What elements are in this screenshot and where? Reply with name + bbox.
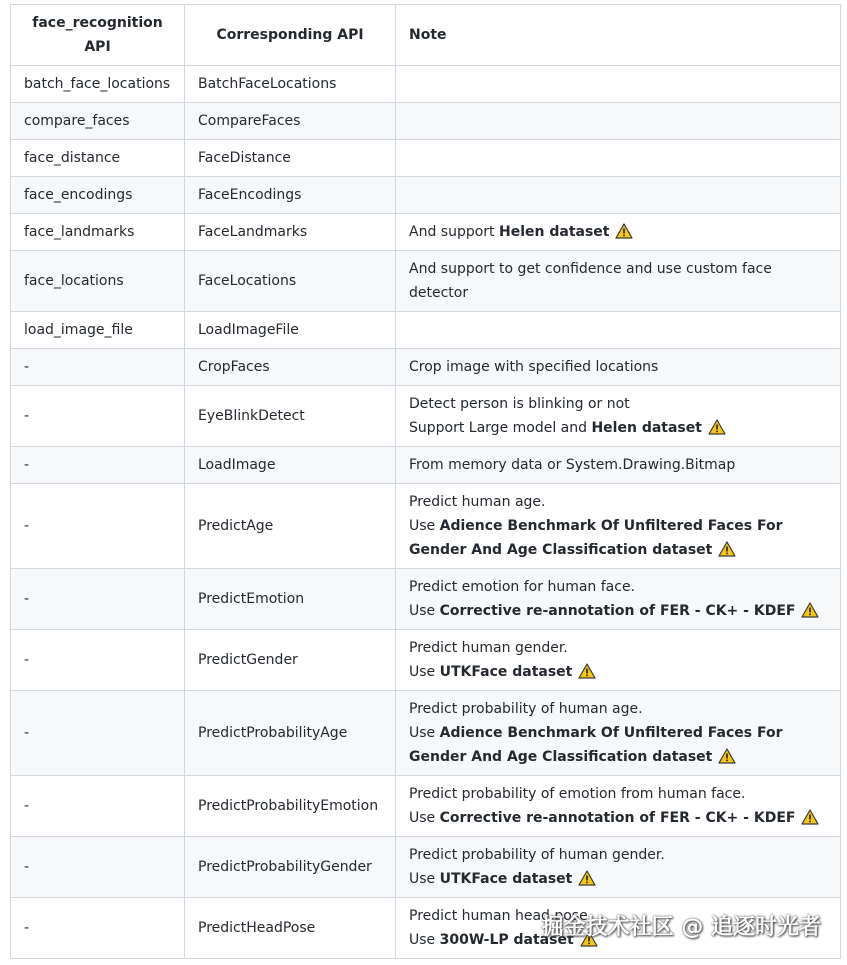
table-header-row bbox=[11, 5, 841, 66]
warning-icon bbox=[580, 931, 598, 947]
corresponding-api-cell: PredictProbabilityEmotion bbox=[185, 776, 396, 837]
note-text: Support Large model and bbox=[409, 420, 592, 436]
note-cell bbox=[396, 103, 841, 140]
corresponding-api-cell: FaceLocations bbox=[185, 251, 396, 312]
table-row bbox=[11, 214, 841, 251]
dataset-name: Corrective re-annotation of FER - CK+ - KDEF bbox=[439, 810, 796, 826]
fr-api-cell: face_landmarks bbox=[11, 214, 185, 251]
fr-api-cell: face_encodings bbox=[11, 177, 185, 214]
warning-icon bbox=[801, 809, 819, 825]
note-cell bbox=[396, 691, 841, 776]
dataset-name: UTKFace dataset bbox=[439, 664, 573, 680]
note-text: Use bbox=[409, 725, 440, 741]
warning-icon bbox=[578, 663, 596, 679]
note-cell bbox=[396, 140, 841, 177]
note-text: Use bbox=[409, 871, 440, 887]
fr-api-cell: compare_faces bbox=[11, 103, 185, 140]
corresponding-api-cell: PredictEmotion bbox=[185, 569, 396, 630]
note-cell bbox=[396, 569, 841, 630]
watermark: 掘金技术社区 @ 追逐时光者 bbox=[541, 915, 821, 940]
warning-icon bbox=[615, 223, 633, 239]
note-cell bbox=[396, 312, 841, 349]
note-cell: Crop image with specified locations bbox=[396, 349, 841, 386]
note-text: Use bbox=[409, 932, 440, 948]
header-face-recognition-api: face_recognition API bbox=[11, 5, 185, 66]
fr-api-cell: - bbox=[11, 630, 185, 691]
warning-icon bbox=[578, 870, 596, 886]
header-corresponding-api: Corresponding API bbox=[185, 5, 396, 66]
note-cell bbox=[396, 776, 841, 837]
note-text: Use bbox=[409, 603, 440, 619]
corresponding-api-cell: PredictGender bbox=[185, 630, 396, 691]
table-row bbox=[11, 312, 841, 349]
table-row bbox=[11, 140, 841, 177]
table-row bbox=[11, 251, 841, 312]
fr-api-cell: - bbox=[11, 569, 185, 630]
note-text: Use bbox=[409, 810, 440, 826]
dataset-name: Helen dataset bbox=[499, 224, 610, 240]
corresponding-api-cell: PredictProbabilityAge bbox=[185, 691, 396, 776]
corresponding-api-cell: EyeBlinkDetect bbox=[185, 386, 396, 447]
corresponding-api-cell: PredictAge bbox=[185, 484, 396, 569]
fr-api-cell: - bbox=[11, 837, 185, 898]
corresponding-api-cell: PredictProbabilityGender bbox=[185, 837, 396, 898]
note-text: Use bbox=[409, 518, 440, 534]
fr-api-cell: - bbox=[11, 447, 185, 484]
note-cell bbox=[396, 837, 841, 898]
fr-api-cell: load_image_file bbox=[11, 312, 185, 349]
note-line: Predict human gender. bbox=[409, 640, 568, 656]
table-row bbox=[11, 349, 841, 386]
dataset-name: Adience Benchmark Of Unfiltered Faces For Gender And Age Classification dataset bbox=[409, 518, 783, 558]
table-row bbox=[11, 103, 841, 140]
warning-icon bbox=[708, 419, 726, 435]
fr-api-cell: - bbox=[11, 349, 185, 386]
header-note: Note bbox=[396, 5, 841, 66]
corresponding-api-cell: LoadImageFile bbox=[185, 312, 396, 349]
note-cell bbox=[396, 386, 841, 447]
table-row bbox=[11, 447, 841, 484]
corresponding-api-cell: BatchFaceLocations bbox=[185, 66, 396, 103]
corresponding-api-cell: CropFaces bbox=[185, 349, 396, 386]
dataset-name: UTKFace dataset bbox=[439, 871, 573, 887]
fr-api-cell: - bbox=[11, 776, 185, 837]
note-line: Predict human head pose bbox=[409, 908, 588, 924]
corresponding-api-cell: LoadImage bbox=[185, 447, 396, 484]
note-cell bbox=[396, 177, 841, 214]
table-row bbox=[11, 66, 841, 103]
fr-api-cell: - bbox=[11, 386, 185, 447]
fr-api-cell: face_distance bbox=[11, 140, 185, 177]
table-row bbox=[11, 386, 841, 447]
note-line: Predict probability of human gender. bbox=[409, 847, 665, 863]
warning-icon bbox=[718, 541, 736, 557]
dataset-name: 300W-LP dataset bbox=[439, 932, 574, 948]
table-row bbox=[11, 898, 841, 959]
note-cell bbox=[396, 484, 841, 569]
corresponding-api-cell: PredictHeadPose bbox=[185, 898, 396, 959]
dataset-name: Adience Benchmark Of Unfiltered Faces For Gender And Age Classification dataset bbox=[409, 725, 783, 765]
dataset-name: Corrective re-annotation of FER - CK+ - KDEF bbox=[439, 603, 796, 619]
table-row bbox=[11, 691, 841, 776]
table-row bbox=[11, 837, 841, 898]
api-comparison-table bbox=[10, 4, 841, 959]
warning-icon bbox=[718, 748, 736, 764]
fr-api-cell: - bbox=[11, 898, 185, 959]
corresponding-api-cell: FaceLandmarks bbox=[185, 214, 396, 251]
fr-api-cell: batch_face_locations bbox=[11, 66, 185, 103]
fr-api-cell: - bbox=[11, 691, 185, 776]
warning-icon bbox=[801, 602, 819, 618]
fr-api-cell: face_locations bbox=[11, 251, 185, 312]
note-cell bbox=[396, 66, 841, 103]
note-line: Predict probability of emotion from human face. bbox=[409, 786, 746, 802]
note-cell bbox=[396, 898, 841, 959]
note-line: Predict emotion for human face. bbox=[409, 579, 636, 595]
table-row bbox=[11, 630, 841, 691]
table-row bbox=[11, 776, 841, 837]
note-text: Use bbox=[409, 664, 440, 680]
table-row bbox=[11, 177, 841, 214]
note-cell bbox=[396, 214, 841, 251]
dataset-name: Helen dataset bbox=[591, 420, 702, 436]
note-cell: And support to get confidence and use custom face detector bbox=[396, 251, 841, 312]
table-row bbox=[11, 569, 841, 630]
fr-api-cell: - bbox=[11, 484, 185, 569]
note-line: Detect person is blinking or not bbox=[409, 396, 630, 412]
note-cell bbox=[396, 630, 841, 691]
table-row bbox=[11, 484, 841, 569]
corresponding-api-cell: FaceDistance bbox=[185, 140, 396, 177]
note-text: And support bbox=[409, 224, 499, 240]
note-cell: From memory data or System.Drawing.Bitmap bbox=[396, 447, 841, 484]
note-line: Predict probability of human age. bbox=[409, 701, 643, 717]
corresponding-api-cell: CompareFaces bbox=[185, 103, 396, 140]
note-line: Predict human age. bbox=[409, 494, 546, 510]
corresponding-api-cell: FaceEncodings bbox=[185, 177, 396, 214]
